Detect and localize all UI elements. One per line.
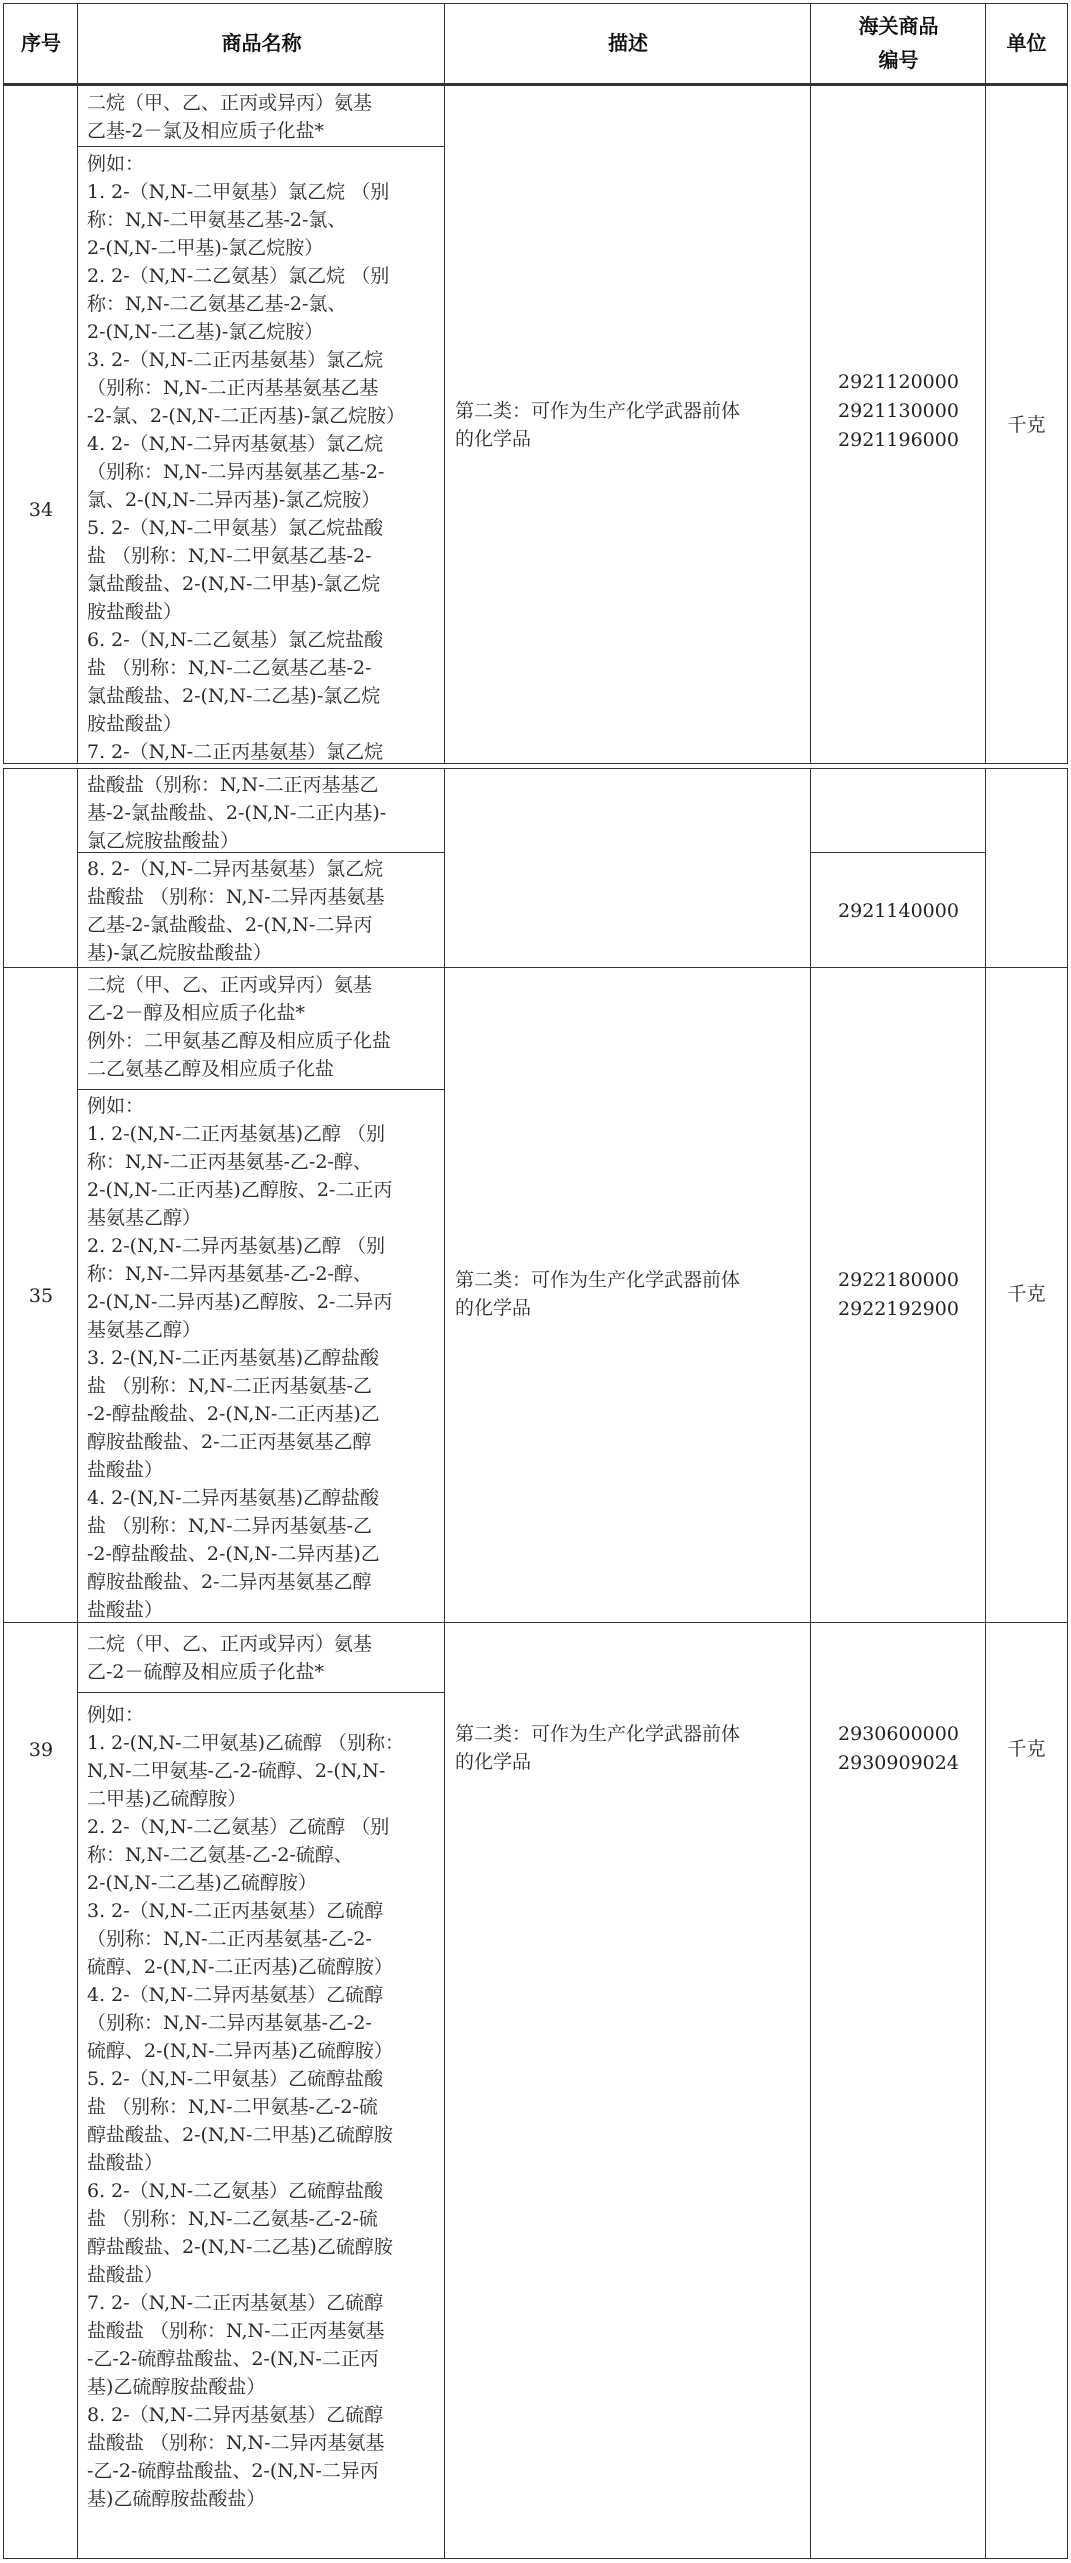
- examples-cell: [77, 852, 446, 969]
- examples-cell: [77, 146, 446, 764]
- name-title-cell: [77, 85, 446, 148]
- examples-text: 例如： 1. 2-(N,N-二甲氨基)乙硫醇 （别称： N,N-二甲氨基-乙-2-硫醇、2-(N,N- 二甲基)乙硫醇胺） 2. 2-（N,N-二乙氨基）乙硫醇 （别 称：N,N-二乙氨基-乙-2-硫醇、 2-(N,N-二乙基)乙硫醇胺） 3. 2-（N,N-二正丙基氨基）乙硫醇 （别称：N,N-二正丙基氨基-乙-2- 硫醇、2-(N,N-二正丙基)乙硫醇胺） 4. 2-（N,N-二异丙基氨基）乙硫醇 （别称：N,N-二异丙基氨基-乙-2- 硫醇、2-(N,N-二异丙基)乙硫醇胺） 5. 2-（N,N-二甲氨基）乙硫醇盐酸 盐 （别称：N,N-二甲氨基-乙-2-硫 醇盐酸盐、2-(N,N-二甲基)乙硫醇胺 盐酸盐） 6. 2-（N,N-二乙氨基）乙硫醇盐酸 盐 （别称：N,N-二乙氨基-乙-2-硫 醇盐酸盐、2-(N,N-二乙基)乙硫醇胺 盐酸盐） 7. 2-（N,N-二正丙基氨基）乙硫醇 盐酸盐 （别称：N,N-二正丙基氨基 -乙-2-硫醇盐酸盐、2-(N,N-二正丙 基)乙硫醇胺盐酸盐） 8. 2-（N,N-二异丙基氨基）乙硫醇 盐酸盐 （别称：N,N-二异丙基氨基 -乙-2-硫醇盐酸盐、2-(N,N-二异丙 基)乙硫醇胺盐酸盐）: [87, 1704, 405, 2510]
- name-title: 二烷（甲、乙、正丙或异丙）氨基 乙-2－硫醇及相应质子化盐*: [87, 1633, 373, 1683]
- row-id-cell: [3, 1622, 79, 2559]
- hs-code-cell: [810, 852, 987, 969]
- row-id-cell: [3, 85, 79, 764]
- header-description-label: 描述: [608, 31, 648, 55]
- header-cell-name: [77, 3, 446, 86]
- description-cell: [444, 768, 812, 969]
- hs-code: 2921140000: [838, 900, 959, 922]
- header-cell-description: [444, 3, 812, 86]
- examples-text: 8. 2-（N,N-二异丙基氨基）氯乙烷 盐酸盐 （别称：N,N-二异丙基氨基 乙基-2-氯盐酸盐、2-(N,N-二异丙 基)-氯乙烷胺盐酸盐）: [87, 858, 385, 964]
- hs-codes: 2921120000 2921130000 2921196000: [838, 371, 959, 451]
- header-cell-hs-code: [810, 3, 987, 86]
- hs-codes: 2930600000 2930909024: [838, 1723, 959, 1774]
- hs-code-cell: [810, 1622, 987, 2559]
- hs-code-cell: [810, 85, 987, 764]
- unit-text: 千克: [1007, 1738, 1046, 1760]
- examples-cell: [77, 1089, 446, 1624]
- name-title-cell: [77, 967, 446, 1091]
- header-id-label: 序号: [21, 31, 61, 55]
- unit-text: 千克: [1007, 1283, 1046, 1305]
- header-hs-code-label: 海关商品 编号: [858, 14, 939, 72]
- row-id: 34: [28, 499, 54, 521]
- unit-cell: [985, 768, 1068, 969]
- description-cell: [444, 967, 812, 1624]
- name-title: 二烷（甲、乙、正丙或异丙）氨基 乙基-2－氯及相应质子化盐*: [87, 92, 373, 142]
- unit-cell: [985, 967, 1068, 1624]
- row-id: 35: [28, 1285, 54, 1307]
- unit-cell: [985, 1622, 1068, 2559]
- examples-text: 例如： 1. 2-(N,N-二正丙基氨基)乙醇 （别 称：N,N-二正丙基氨基-乙-2-醇、 2-(N,N-二正丙基)乙醇胺、2-二正丙 基氨基乙醇） 2. 2-(N,N-二异丙基氨基)乙醇 （别 称：N,N-二异丙基氨基-乙-2-醇、 2-(N,N-二异丙基)乙醇胺、2-二异丙 基氨基乙醇） 3. 2-(N,N-二正丙基氨基)乙醇盐酸 盐 （别称：N,N-二正丙基氨基-乙 -2-醇盐酸盐、2-(N,N-二正丙基)乙 醇胺盐酸盐、2-二正丙基氨基乙醇 盐酸盐） 4. 2-(N,N-二异丙基氨基)乙醇盐酸 盐 （别称：N,N-二异丙基氨基-乙 -2-醇盐酸盐、2-(N,N-二异丙基)乙 醇胺盐酸盐、2-二异丙基氨基乙醇 盐酸盐）: [87, 1095, 393, 1621]
- row-id-cell: [3, 967, 79, 1624]
- description-text: 第二类：可作为生产化学武器前体 的化学品: [455, 1269, 741, 1319]
- examples-cell: [77, 1692, 446, 2559]
- examples-text: 盐酸盐（别称：N,N-二正丙基基乙 基-2-氯盐酸盐、2-(N,N-二正内基)- 氯乙烷胺盐酸盐）: [87, 774, 387, 852]
- unit-text: 千克: [1007, 414, 1046, 436]
- description-text: 第二类：可作为生产化学武器前体 的化学品: [455, 1723, 741, 1773]
- name-title: 二烷（甲、乙、正丙或异丙）氨基 乙-2－醇及相应质子化盐* 例外：二甲氨基乙醇及相应质子化盐 二乙氨基乙醇及相应质子化盐: [87, 974, 392, 1080]
- description-text: 第二类：可作为生产化学武器前体 的化学品: [455, 400, 741, 450]
- name-title-cell: [77, 1622, 446, 1694]
- examples-cell: [77, 768, 446, 854]
- header-cell-unit: [985, 3, 1068, 86]
- unit-cell: [985, 85, 1068, 764]
- description-cell: [444, 85, 812, 764]
- header-cell-id: [3, 3, 79, 86]
- description-cell: [444, 1622, 812, 2559]
- row-id-cell: [3, 768, 79, 969]
- hs-code-cell: [810, 768, 987, 854]
- examples-text: 例如： 1. 2-（N,N-二甲氨基）氯乙烷 （别 称：N,N-二甲氨基乙基-2-氯、 2-(N,N-二甲基)-氯乙烷胺） 2. 2-（N,N-二乙氨基）氯乙烷 （别 称：N,N-二乙氨基乙基-2-氯、 2-(N,N-二乙基)-氯乙烷胺） 3. 2-（N,N-二正丙基氨基）氯乙烷 （别称：N,N-二正丙基基氨基乙基 -2-氯、2-(N,N-二正丙基)-氯乙烷胺） 4. 2-（N,N-二异丙基氨基）氯乙烷 （别称：N,N-二异丙基氨基乙基-2- 氯、2-(N,N-二异丙基)-氯乙烷胺） 5. 2-（N,N-二甲氨基）氯乙烷盐酸 盐 （别称：N,N-二甲氨基乙基-2- 氯盐酸盐、2-(N,N-二甲基)-氯乙烷 胺盐酸盐） 6. 2-（N,N-二乙氨基）氯乙烷盐酸 盐 （别称：N,N-二乙氨基乙基-2- 氯盐酸盐、2-(N,N-二乙基)-氯乙烷 胺盐酸盐） 7. 2-（N,N-二正丙基氨基）氯乙烷: [87, 153, 406, 763]
- row-id: 39: [28, 1739, 54, 1761]
- header-name-label: 商品名称: [221, 31, 302, 55]
- hs-codes: 2922180000 2922192900: [838, 1269, 959, 1320]
- header-unit-label: 单位: [1006, 31, 1047, 55]
- hs-code-cell: [810, 967, 987, 1624]
